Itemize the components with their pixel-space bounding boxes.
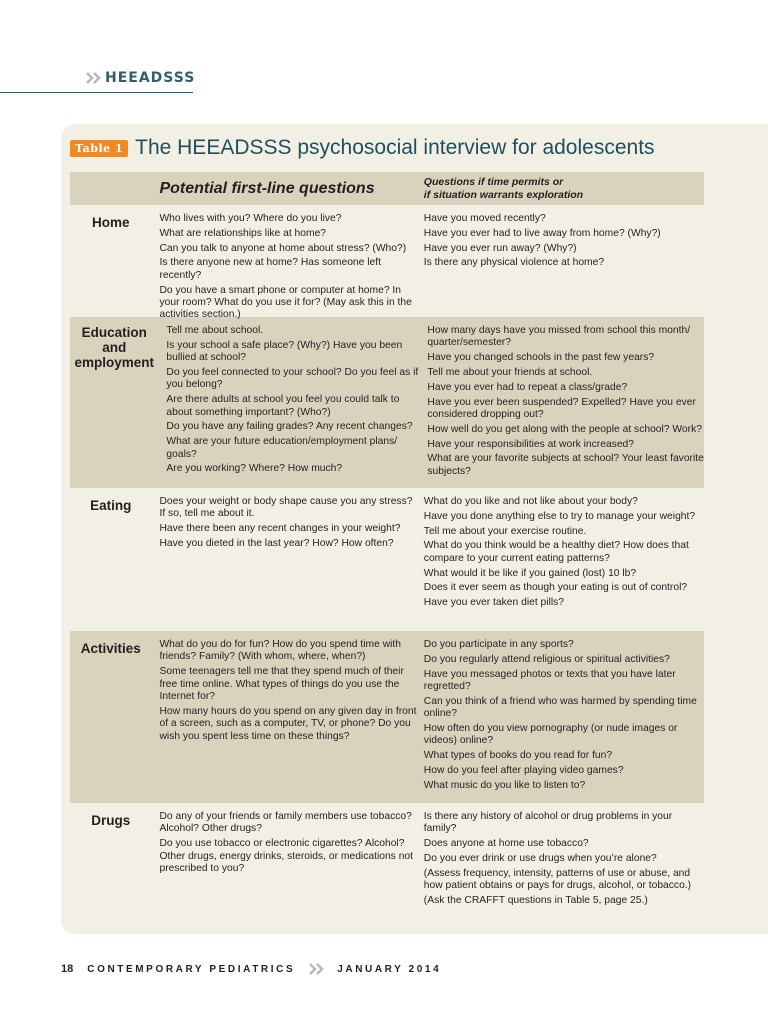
question-item: Some teenagers tell me that they spend much of their free time online. What types of things do you use the Internet for?: [159, 666, 404, 703]
question-item: What are your future education/employment plans/ goals?: [166, 436, 398, 460]
followup-questions: [420, 803, 704, 931]
question-item: Is there any physical violence at home?: [423, 257, 605, 269]
followup-questions: [423, 317, 704, 488]
question-item: Who lives with you? Where do you live?: [159, 213, 342, 224]
question-item: Have there been any recent changes in your weight?: [159, 523, 401, 535]
question-item: Have you ever taken diet pills?: [423, 597, 565, 609]
question-item: What would it be like if you gained (lost) 10 lb?: [423, 567, 637, 579]
table-row: [70, 631, 704, 803]
header-first-line: Potential first-line questions: [159, 179, 375, 197]
question-item: Do you use tobacco or electronic cigarettes? Alcohol? Other drugs, energy drinks, steroids, or medications not prescribed to you?: [159, 838, 414, 875]
question-item: Tell me about your exercise routine.: [423, 525, 587, 537]
table-row: [70, 488, 704, 631]
question-item: Do you ever drink or use drugs when you’re alone?: [423, 853, 657, 864]
table-header: [70, 172, 704, 205]
question-item: How well do you get along with the people at school? Work?: [427, 423, 702, 435]
question-item: Have you ever had to live away from home? (Why?): [423, 227, 661, 239]
double-chevron-icon: [86, 72, 102, 84]
question-item: Have you done anything else to try to manage your weight?: [423, 510, 696, 522]
heeadsss-table: [70, 172, 704, 931]
question-item: Have you changed schools in the past few years?: [427, 352, 655, 364]
question-item: Tell me about your friends at school.: [427, 367, 593, 378]
table-row: [70, 205, 704, 321]
question-item: What types of books do you read for fun?: [423, 750, 613, 762]
question-item: (Ask the CRAFFT questions in Table 5, page 25.): [423, 895, 648, 906]
question-item: Are there adults at school you feel you could talk to about something important? (Who?): [166, 394, 400, 418]
question-item: Are you working? Where? How much?: [166, 463, 343, 475]
question-item: Do you regularly attend religious or spiritual activities?: [423, 653, 670, 665]
question-item: How do you feel after playing video games?: [423, 765, 624, 776]
question-item: Have you ever had to repeat a class/grade?: [427, 381, 628, 393]
question-item: Have your responsibilities at work increased?: [427, 438, 635, 450]
table-label: Table 1: [70, 140, 128, 157]
question-item: (Assess frequency, intensity, patterns of use or abuse, and how patient obtains or pays for drugs, alcohol, or tobacco.): [423, 867, 692, 892]
header-time-permits: [420, 172, 704, 205]
question-item: Do you feel connected to your school? Do you feel as if you belong?: [166, 367, 419, 391]
question-item: Is there any history of alcohol or drug problems in your family?: [423, 811, 673, 835]
question-item: Do you have any failing grades? Any recent changes?: [166, 421, 413, 433]
header-time-permits-line2: if situation warrants exploration: [423, 188, 584, 201]
question-item: Have you dieted in the last year? How? How often?: [159, 538, 394, 549]
page-number: 18: [61, 963, 74, 975]
double-chevron-icon: [309, 963, 325, 975]
followup-questions: [420, 488, 704, 631]
followup-questions: [420, 205, 704, 317]
question-item: What do you like and not like about your body?: [423, 496, 638, 507]
section-tag-text: HEEADSSS: [105, 70, 196, 86]
first-line-questions: [151, 631, 419, 803]
question-item: Does your weight or body shape cause you any stress? If so, tell me about it.: [159, 496, 413, 520]
row-category: Eating: [90, 498, 132, 513]
question-item: What do you do for fun? How do you spend time with friends? Family? (With whom, where, when?): [159, 639, 402, 663]
question-item: Do you have a smart phone or computer at home? In your room? What do you use it for? (May ask this in the activities section.): [159, 284, 412, 321]
question-item: Have you messaged photos or texts that you have later regretted?: [423, 668, 676, 692]
question-item: How many days have you missed from school this month/ quarter/semester?: [427, 325, 691, 349]
followup-questions: [420, 631, 704, 803]
table-title-row: [70, 136, 655, 160]
question-item: Is there anyone new at home? Has someone left recently?: [159, 257, 381, 281]
section-tag: [86, 70, 195, 86]
question-item: Can you think of a friend who was harmed by spending time online?: [423, 695, 697, 720]
row-category: Activities: [80, 641, 141, 656]
question-item: Have you ever been suspended? Expelled? Have you ever considered dropping out?: [427, 396, 696, 420]
row-category: Home: [91, 215, 130, 230]
header-time-permits-line1: Questions if time permits or: [423, 175, 564, 188]
table-row: [70, 317, 704, 488]
section-rule: [0, 92, 193, 93]
question-item: Is your school a safe place? (Why?) Have you been bullied at school?: [166, 339, 403, 364]
question-item: What do you think would be a healthy diet? How does that compare to your current eating patterns?: [423, 540, 689, 564]
question-item: How many hours do you spend on any given day in front of a screen, such as a computer, TV, or phone? Do you wish you spent less time on these things?: [159, 705, 417, 742]
question-item: Does it ever seem as though your eating is out of control?: [423, 582, 688, 594]
page-footer: [61, 963, 441, 975]
first-line-questions: [158, 317, 423, 488]
first-line-questions: [151, 205, 419, 321]
table-title: The HEEADSSS psychosocial interview for adolescents: [135, 136, 655, 159]
issue-date: JANUARY 2014: [337, 963, 442, 975]
question-item: Does anyone at home use tobacco?: [423, 838, 589, 850]
question-item: Have you moved recently?: [423, 213, 546, 224]
row-category: Education and employment: [74, 325, 154, 370]
question-item: What are your favorite subjects at school? Your least favorite subjects?: [427, 453, 704, 477]
first-line-questions: [151, 488, 419, 631]
question-item: Can you talk to anyone at home about stress? (Who?): [159, 242, 407, 254]
question-item: Do you participate in any sports?: [423, 639, 574, 650]
question-item: Do any of your friends or family members use tobacco? Alcohol? Other drugs?: [159, 811, 412, 835]
row-category: Drugs: [91, 813, 131, 828]
publication-name: CONTEMPORARY PEDIATRICS: [87, 963, 296, 975]
question-item: How often do you view pornography (or nude images or videos) online?: [423, 723, 678, 747]
first-line-questions: [151, 803, 419, 931]
table-body: [70, 205, 704, 931]
table-row: [70, 803, 704, 931]
question-item: What music do you like to listen to?: [423, 779, 586, 791]
header-category-cell: [70, 172, 151, 205]
question-item: What are relationships like at home?: [159, 227, 327, 239]
question-item: Have you ever run away? (Why?): [423, 242, 577, 254]
question-item: Tell me about school.: [166, 325, 264, 336]
